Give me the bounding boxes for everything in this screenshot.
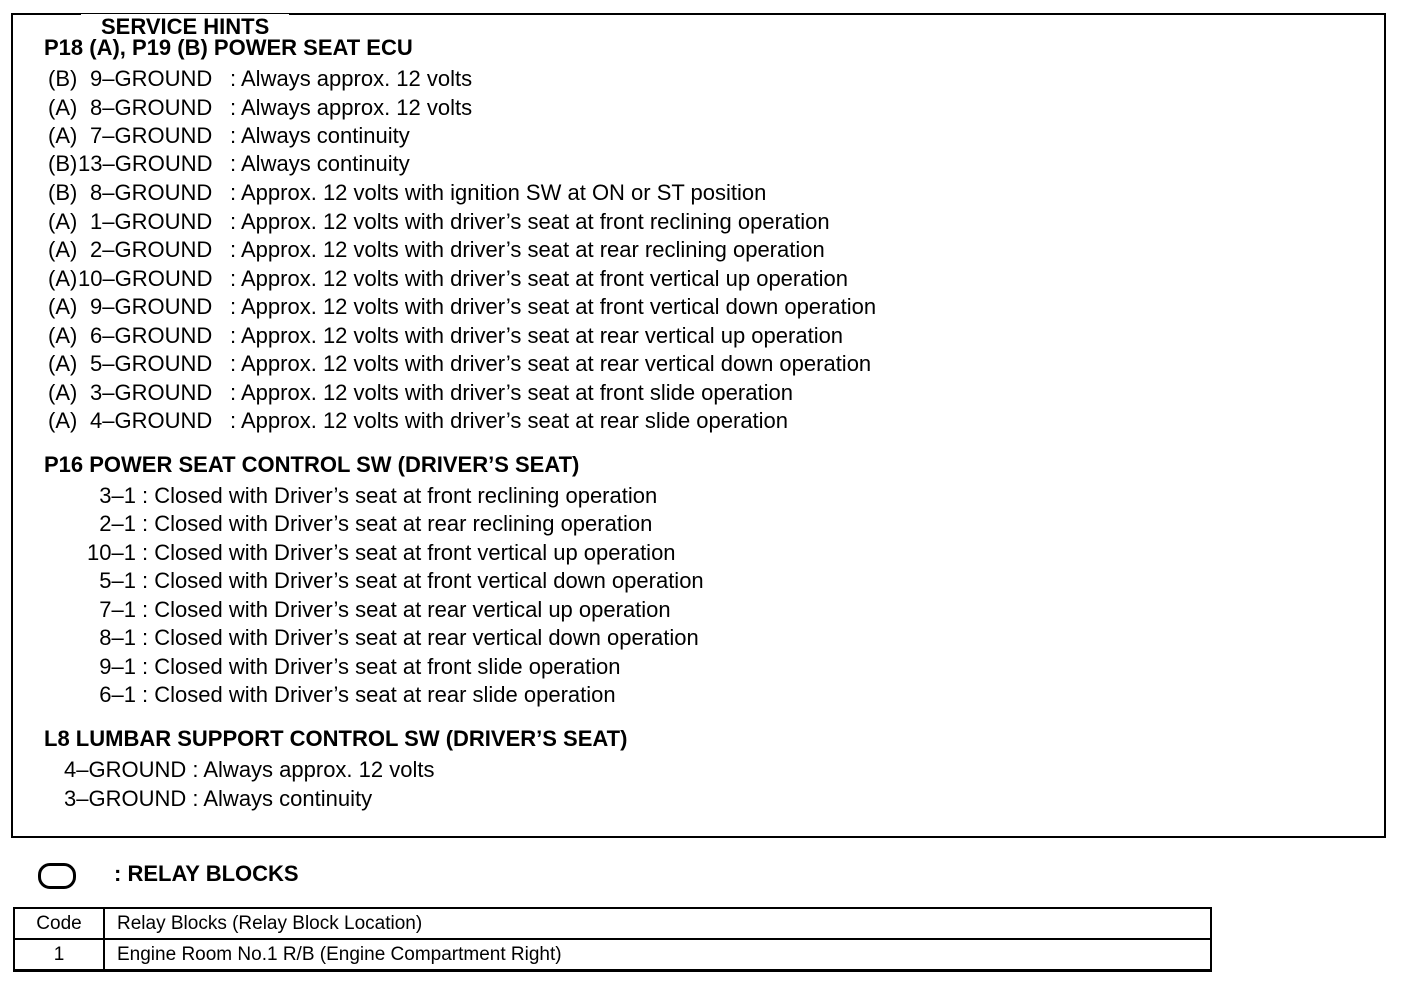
p16-row-desc: : Closed with Driver’s seat at rear vertical down operation bbox=[142, 625, 699, 650]
ecu-row-connector: (A) bbox=[48, 237, 78, 262]
column-header-relay-blocks: Relay Blocks (Relay Block Location) bbox=[104, 908, 1211, 939]
p16-row-desc: : Closed with Driver’s seat at front slide operation bbox=[142, 654, 621, 679]
ecu-row-connector: (A) bbox=[48, 294, 78, 319]
ecu-row-connector: (A) bbox=[48, 351, 78, 376]
table-cell-relay-block: Engine Room No.1 R/B (Engine Compartment Right) bbox=[104, 939, 1211, 971]
ecu-row-connector: (A) bbox=[48, 380, 78, 405]
ecu-row-desc: : Approx. 12 volts with driver’s seat at front vertical down operation bbox=[230, 294, 877, 319]
ecu-row-desc: : Always approx. 12 volts bbox=[230, 95, 473, 120]
ecu-row-desc: : Always continuity bbox=[230, 123, 410, 148]
section-heading-lumbar-support-sw: L8 LUMBAR SUPPORT CONTROL SW (DRIVER’S SEAT) bbox=[44, 726, 628, 751]
column-header-code: Code bbox=[14, 908, 104, 939]
p16-row-pin: 2–1 bbox=[99, 511, 136, 536]
ecu-row-connector: (B) bbox=[48, 151, 78, 176]
ecu-row-desc: : Always approx. 12 volts bbox=[230, 66, 473, 91]
l8-row: 3–GROUND : Always continuity bbox=[64, 786, 373, 811]
p16-row-pin: 7–1 bbox=[99, 597, 136, 622]
ecu-row-connector: (A) bbox=[48, 408, 78, 433]
ecu-row-pin: 9–GROUND bbox=[90, 294, 213, 319]
ecu-row-connector: (A) bbox=[48, 209, 78, 234]
section-heading-power-seat-ecu: P18 (A), P19 (B) POWER SEAT ECU bbox=[44, 35, 413, 60]
p16-row-pin: 3–1 bbox=[99, 483, 136, 508]
relay-block-symbol-icon bbox=[38, 863, 76, 889]
relay-blocks-label: : RELAY BLOCKS bbox=[114, 861, 299, 886]
ecu-row-pin: 7–GROUND bbox=[90, 123, 213, 148]
ecu-row-pin: 6–GROUND bbox=[90, 323, 213, 348]
ecu-row-pin: 3–GROUND bbox=[90, 380, 213, 405]
ecu-row-desc: : Approx. 12 volts with driver’s seat at rear reclining operation bbox=[230, 237, 825, 262]
ecu-row-desc: : Approx. 12 volts with driver’s seat at rear vertical up operation bbox=[230, 323, 844, 348]
ecu-row-pin: 8–GROUND bbox=[90, 95, 213, 120]
p16-row-desc: : Closed with Driver’s seat at rear vertical up operation bbox=[142, 597, 671, 622]
p16-row-pin: 6–1 bbox=[99, 682, 136, 707]
ecu-row-pin: 10–GROUND bbox=[78, 266, 213, 291]
service-hints-title: SERVICE HINTS bbox=[81, 14, 289, 40]
ecu-row-connector: (A) bbox=[48, 123, 78, 148]
ecu-row-connector: (B) bbox=[48, 66, 78, 91]
p16-row-desc: : Closed with Driver’s seat at rear reclining operation bbox=[142, 511, 653, 536]
ecu-row-pin: 9–GROUND bbox=[90, 66, 213, 91]
ecu-row-pin: 4–GROUND bbox=[90, 408, 213, 433]
p16-row-pin: 8–1 bbox=[99, 625, 136, 650]
ecu-row-desc: : Approx. 12 volts with driver’s seat at front slide operation bbox=[230, 380, 793, 405]
ecu-row-pin: 2–GROUND bbox=[90, 237, 213, 262]
relay-blocks-legend bbox=[36, 858, 636, 894]
ecu-row-connector: (B) bbox=[48, 180, 78, 205]
p16-row-desc: : Closed with Driver’s seat at front vertical up operation bbox=[142, 540, 676, 565]
ecu-row-pin: 13–GROUND bbox=[78, 151, 213, 176]
ecu-row-pin: 5–GROUND bbox=[90, 351, 213, 376]
p16-row-pin: 5–1 bbox=[99, 568, 136, 593]
ecu-row-connector: (A) bbox=[48, 323, 78, 348]
p16-row-desc: : Closed with Driver’s seat at front vertical down operation bbox=[142, 568, 704, 593]
ecu-row-desc: : Always continuity bbox=[230, 151, 410, 176]
ecu-row-pin: 8–GROUND bbox=[90, 180, 213, 205]
ecu-row-pin: 1–GROUND bbox=[90, 209, 213, 234]
relay-blocks-table bbox=[13, 907, 1212, 972]
ecu-row-desc: : Approx. 12 volts with driver’s seat at rear slide operation bbox=[230, 408, 789, 433]
table-row bbox=[14, 939, 1211, 971]
ecu-row-connector: (A) bbox=[48, 95, 78, 120]
p16-row-pin: 9–1 bbox=[99, 654, 136, 679]
ecu-row-connector: (A) bbox=[48, 266, 78, 291]
p16-row-pin: 10–1 bbox=[87, 540, 136, 565]
ecu-row-desc: : Approx. 12 volts with driver’s seat at rear vertical down operation bbox=[230, 351, 872, 376]
p16-row-desc: : Closed with Driver’s seat at front reclining operation bbox=[142, 483, 658, 508]
l8-row: 4–GROUND : Always approx. 12 volts bbox=[64, 757, 435, 782]
table-cell-code: 1 bbox=[14, 939, 104, 971]
ecu-row-desc: : Approx. 12 volts with ignition SW at ON or ST position bbox=[230, 180, 767, 205]
p16-row-desc: : Closed with Driver’s seat at rear slide operation bbox=[142, 682, 616, 707]
table-header-row bbox=[14, 908, 1211, 939]
ecu-row-desc: : Approx. 12 volts with driver’s seat at front reclining operation bbox=[230, 209, 830, 234]
section-heading-power-seat-control-sw: P16 POWER SEAT CONTROL SW (DRIVER’S SEAT) bbox=[44, 452, 580, 477]
ecu-row-desc: : Approx. 12 volts with driver’s seat at front vertical up operation bbox=[230, 266, 848, 291]
